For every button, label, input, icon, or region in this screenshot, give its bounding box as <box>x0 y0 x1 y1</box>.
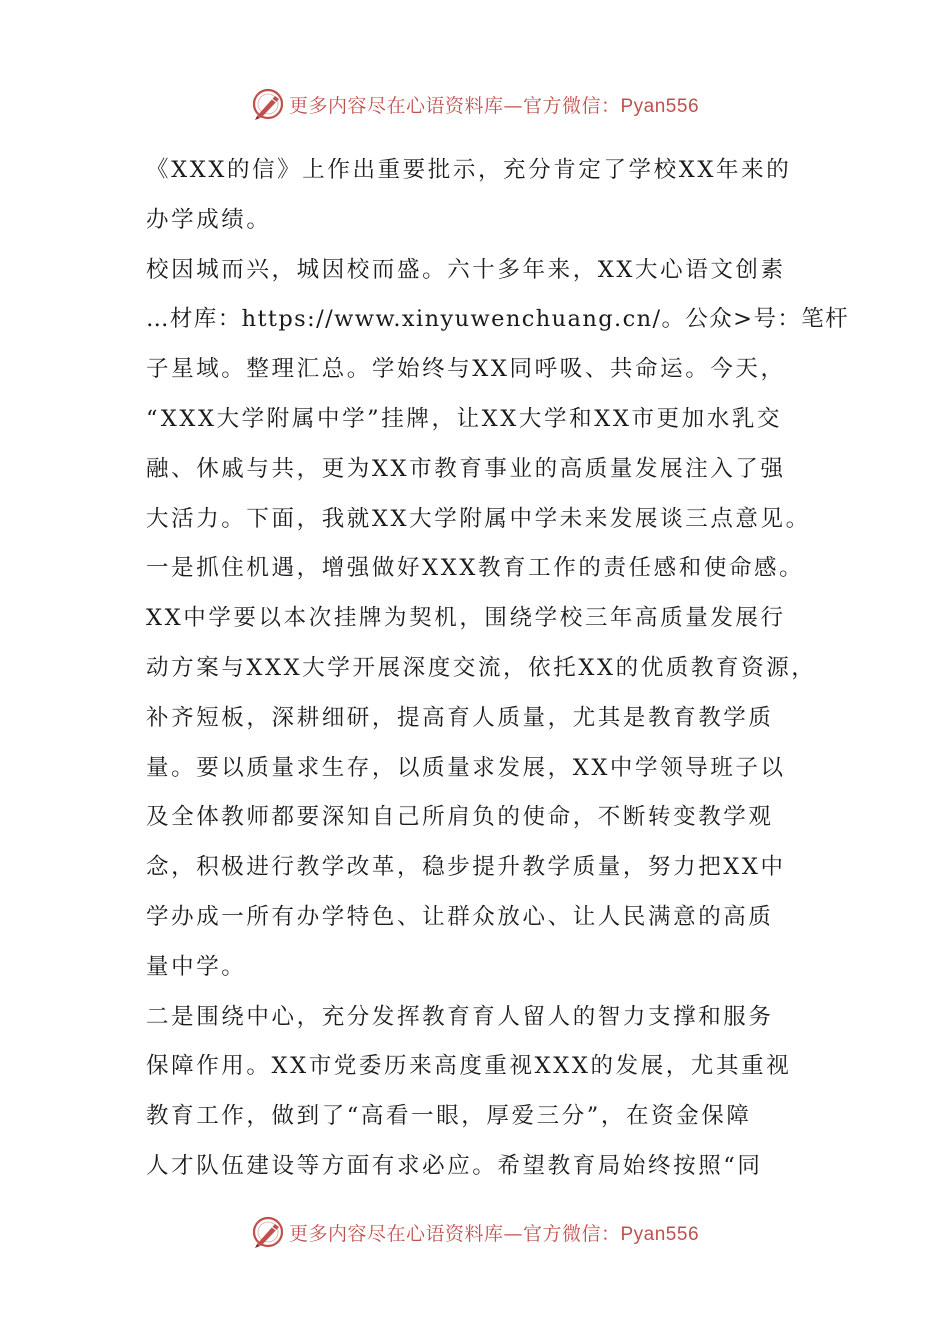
header-wechat-id: Pyan556 <box>620 95 700 117</box>
text-line: 动方案与XXX大学开展深度交流，依托XX的优质教育资源， <box>146 654 817 681</box>
document-body <box>146 146 850 1192</box>
text-line: 子星域。整理汇总。学始终与XX同呼吸、共命运。今天， <box>146 356 786 383</box>
text-line: 《XXX的信》上作出重要批示，充分肯定了学校XX年来的 <box>146 157 792 183</box>
text-line: 及全体教师都要深知自己所肩负的使命，不断转变教学观 <box>146 804 774 831</box>
text-line: 补齐短板，深耕细研，提高育人质量，尤其是教育教学质 <box>146 704 774 731</box>
footer-watermark <box>0 1212 950 1252</box>
text-line: 量中学。 <box>146 953 247 980</box>
text-line: 学办成一所有办学特色、让群众放心、让人民满意的高质 <box>146 903 774 930</box>
text-line: 保障作用。XX市党委历来高度重视XXX的发展，尤其重视 <box>146 1053 792 1080</box>
pen-logo-icon <box>251 1215 285 1249</box>
text-line: XX中学要以本次挂牌为契机，围绕学校三年高质量发展行 <box>146 605 786 632</box>
text-line: 融、休戚与共，更为XX市教育事业的高质量发展注入了强 <box>146 455 786 482</box>
pen-logo-icon <box>251 87 285 121</box>
text-line: 二是围绕中心，充分发挥教育育人留人的智力支撑和服务 <box>146 1003 774 1030</box>
header-watermark <box>0 84 950 124</box>
header-text: 更多内容尽在心语资料库—官方微信： <box>288 94 621 117</box>
text-line: 念，积极进行教学改革，稳步提升教学质量，努力把XX中 <box>146 854 786 881</box>
text-line: 量。要以质量求生存，以质量求发展，XX中学领导班子以 <box>146 754 786 781</box>
footer-text: 更多内容尽在心语资料库—官方微信： <box>288 1222 621 1245</box>
text-line: “XXX大学附属中学”挂牌，让XX大学和XX市更加水乳交 <box>146 405 783 432</box>
text-line-with-link: …材库：https://www.xinyuwenchuang.cn/。公众>号：笔杆 <box>146 306 850 333</box>
text-line: 校因城而兴，城因校而盛。六十多年来，XX大心语文创素 <box>146 256 786 283</box>
text-line: 一是抓住机遇，增强做好XXX教育工作的责任感和使命感。 <box>146 555 805 582</box>
text-line: 教育工作，做到了“高看一眼，厚爱三分”，在资金保障 <box>146 1103 752 1130</box>
footer-wechat-id: Pyan556 <box>620 1223 700 1245</box>
text-line: 办学成绩。 <box>146 206 272 233</box>
text-line: 大活力。下面，我就XX大学附属中学未来发展谈三点意见。 <box>146 505 811 532</box>
text-line: 人才队伍建设等方面有求必应。希望教育局始终按照“同 <box>146 1152 763 1179</box>
